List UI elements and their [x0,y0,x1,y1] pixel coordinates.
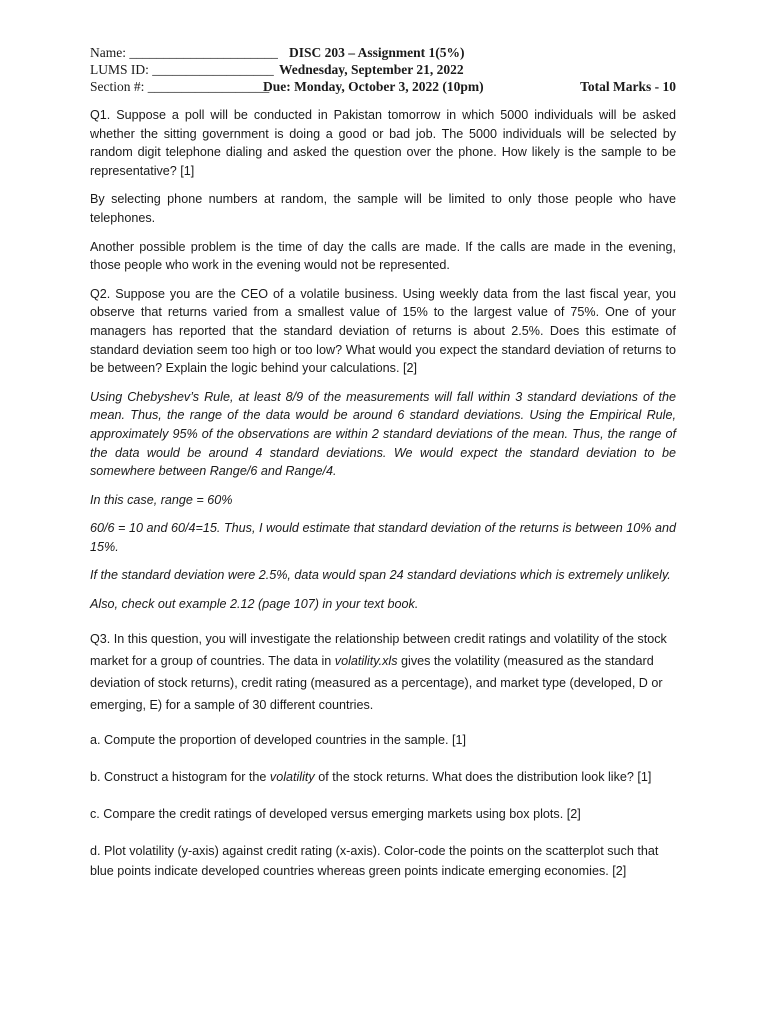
q3-data-file: volatility.xls [334,653,398,668]
q1-question: Q1. Suppose a poll will be conducted in Pakistan tomorrow in which 5000 individuals will be asked whether the sitting government is doing a good or bad job. The 5000 individuals will be selected by random digit telephone dialing and asked the question over the phone. How likely is the sample to be representative? [1] [90,108,676,178]
q3-part-a: a. Compute the proportion of developed countries in the sample. [1] [90,732,466,747]
assignment-header [90,44,676,95]
q3-intro-text: Q3. In this question, you will investigate the relationship between credit ratings and volatility of the stock market for a group of countries. The data in [90,631,667,668]
document-body [90,106,676,881]
q3-part-b-term: volatility [269,769,315,784]
q2-question: Q2. Suppose you are the CEO of a volatile business. Using weekly data from the last fiscal year, you observe that returns varied from a smallest value of 15% to the largest value of 75%. One of your managers has reported that the standard deviation of returns is about 2.5%. Does this estimate of standard deviation seem too high or too low? What would you expect the standard deviation of returns to be between? Explain the logic behind your calculations. [2] [90,286,676,376]
section-field-label: Section #: __________________ [90,79,270,94]
assignment-date: Wednesday, September 21, 2022 [279,62,464,77]
q2-answer-3: 60/6 = 10 and 60/4=15. Thus, I would estimate that standard deviation of the returns is between 10% and 15%. [90,521,676,554]
q3-part-b-text: b. Construct a histogram for the [90,769,270,784]
course-title: DISC 203 – Assignment 1(5%) [289,45,465,60]
q3-part-d: d. Plot volatility (y-axis) against credit rating (x-axis). Color-code the points on the scatterplot such that blue points indicate developed countries whereas green points indicate emerging economies. [2] [90,843,659,878]
q3-intro [90,628,676,716]
q2-answer-1: Using Chebyshev’s Rule, at least 8/9 of the measurements will fall within 3 standard deviations of the mean. Thus, the range of the data would be around 6 standard deviations. Using the Empirical Rule, approximately 95% of the observations are within 2 standard deviations of the mean. Thus, the range of the data would be around 4 standard deviations. We would expect the standard deviation to be somewhere between Range/6 and Range/4. [90,389,676,479]
document-page [90,44,676,898]
q1-answer-2: Another possible problem is the time of day the calls are made. If the calls are made in the evening, those people who work in the evening would not be represented. [90,239,676,273]
due-date: Due: Monday, October 3, 2022 (10pm) [263,79,484,94]
q2-answer-5: Also, check out example 2.12 (page 107) in your text book. [90,597,419,612]
q3-part-b-text-end: of the stock returns. What does the distribution look like? [1] [314,769,652,784]
q2-answer-2: In this case, range = 60% [90,492,233,507]
name-field-label: Name: ______________________ [90,45,278,60]
q2-answer-4: If the standard deviation were 2.5%, data would span 24 standard deviations which is extremely unlikely. [90,568,671,583]
q3-part-c: c. Compare the credit ratings of developed versus emerging markets using box plots. [2] [90,806,581,821]
total-marks: Total Marks - 10 [580,79,676,94]
q3-intro-text-end: gives the volatility (measured as the standard deviation of stock returns), credit rating (measured as a percentage), and market type (developed, D or emerging, E) for a sample of 30 different countries. [90,653,663,712]
q1-answer-1: By selecting phone numbers at random, the sample will be limited to only those people who have telephones. [90,192,676,225]
lums-id-field-label: LUMS ID: __________________ [90,62,274,77]
q3-part-b [90,767,676,787]
